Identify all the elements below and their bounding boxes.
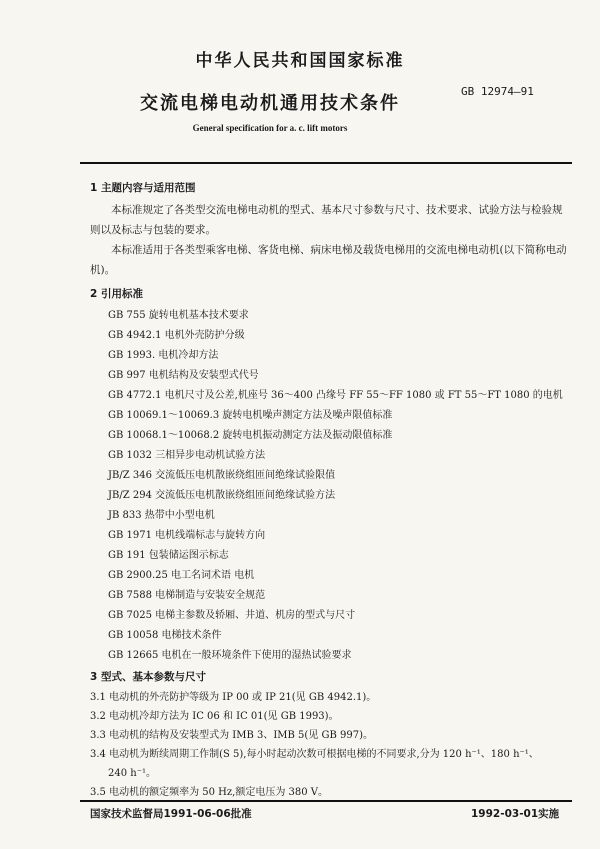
reference-item: GB 4942.1 电机外壳防护分级 xyxy=(108,330,245,341)
reference-item: GB 191 包装储运图示标志 xyxy=(108,550,229,561)
clause-item: 3.4 电动机为断续周期工作制(S 5),每小时起动次数可根据电梯的不同要求,分为 120 h⁻¹、180 h⁻¹、 xyxy=(90,749,539,760)
reference-item: JB/Z 346 交流低压电机散嵌绕组匝间绝缘试验限值 xyxy=(108,470,336,481)
reference-item: GB 7588 电梯制造与安装安全规范 xyxy=(108,590,266,601)
clause-item-continuation: 240 h⁻¹。 xyxy=(108,768,156,779)
clause-item: 3.5 电动机的额定频率为 50 Hz,额定电压为 380 V。 xyxy=(90,787,328,798)
section-2-heading: 2 引用标准 xyxy=(90,288,143,300)
reference-item: JB/Z 294 交流低压电机散嵌绕组匝间绝缘试验方法 xyxy=(108,490,336,501)
footer-divider xyxy=(80,800,572,802)
reference-item: GB 10068.1～10068.2 旋转电机振动测定方法及振动限值标准 xyxy=(108,430,393,441)
reference-item: GB 1971 电机线端标志与旋转方向 xyxy=(108,530,266,541)
clause-item: 3.2 电动机冷却方法为 IC 06 和 IC 01(见 GB 1993)。 xyxy=(90,711,339,722)
reference-item: GB 10058 电梯技术条件 xyxy=(108,630,222,641)
section-1-heading: 1 主题内容与适用范围 xyxy=(90,182,196,194)
header-divider xyxy=(80,162,572,164)
reference-item: GB 755 旋转电机基本技术要求 xyxy=(108,310,249,321)
reference-item: GB 1993. 电机冷却方法 xyxy=(108,350,219,361)
clause-item: 3.1 电动机的外壳防护等级为 IP 00 或 IP 21(见 GB 4942.1)。 xyxy=(90,692,377,703)
document-title: 交流电梯电动机通用技术条件 xyxy=(140,93,400,114)
reference-item: GB 4772.1 电机尺寸及公差,机座号 36～400 凸缘号 FF 55～FF 1080 或 FT 55～FT 1080 的电机 xyxy=(108,390,563,401)
implementation-date: 1992-03-01实施 xyxy=(471,808,560,820)
reference-item: GB 10069.1～10069.3 旋转电机噪声测定方法及噪声限值标准 xyxy=(108,410,393,421)
reference-item: GB 7025 电梯主参数及轿厢、井道、机房的型式与尺寸 xyxy=(108,610,356,621)
reference-item: GB 1032 三相异步电动机试验方法 xyxy=(108,450,266,461)
reference-item: GB 12665 电机在一般环境条件下使用的湿热试验要求 xyxy=(108,650,352,661)
section-1-paragraph: 本标准规定了各类型交流电梯电动机的型式、基本尺寸参数与尺寸、技术要求、试验方法与检验规则以及标志与包装的要求。 xyxy=(90,204,563,236)
section-1-paragraph: 本标准适用于各类型乘客电梯、客货电梯、病床电梯及载货电梯用的交流电梯电动机(以下简称电动机)。 xyxy=(90,244,567,276)
section-3-heading: 3 型式、基本参数与尺寸 xyxy=(90,671,206,683)
reference-item: JB 833 热带中小型电机 xyxy=(108,510,215,521)
english-title: General specification for a. c. lift motors xyxy=(192,123,348,133)
approval-date: 国家技术监督局1991-06-06批准 xyxy=(90,808,252,820)
reference-item: GB 997 电机结构及安装型式代号 xyxy=(108,370,259,381)
clause-item: 3.3 电动机的结构及安装型式为 IMB 3、IMB 5(见 GB 997)。 xyxy=(90,730,374,741)
standard-name: 中华人民共和国国家标准 xyxy=(195,51,405,71)
standard-number: GB 12974—91 xyxy=(461,85,534,98)
reference-item: GB 2900.25 电工名词术语 电机 xyxy=(108,570,255,581)
